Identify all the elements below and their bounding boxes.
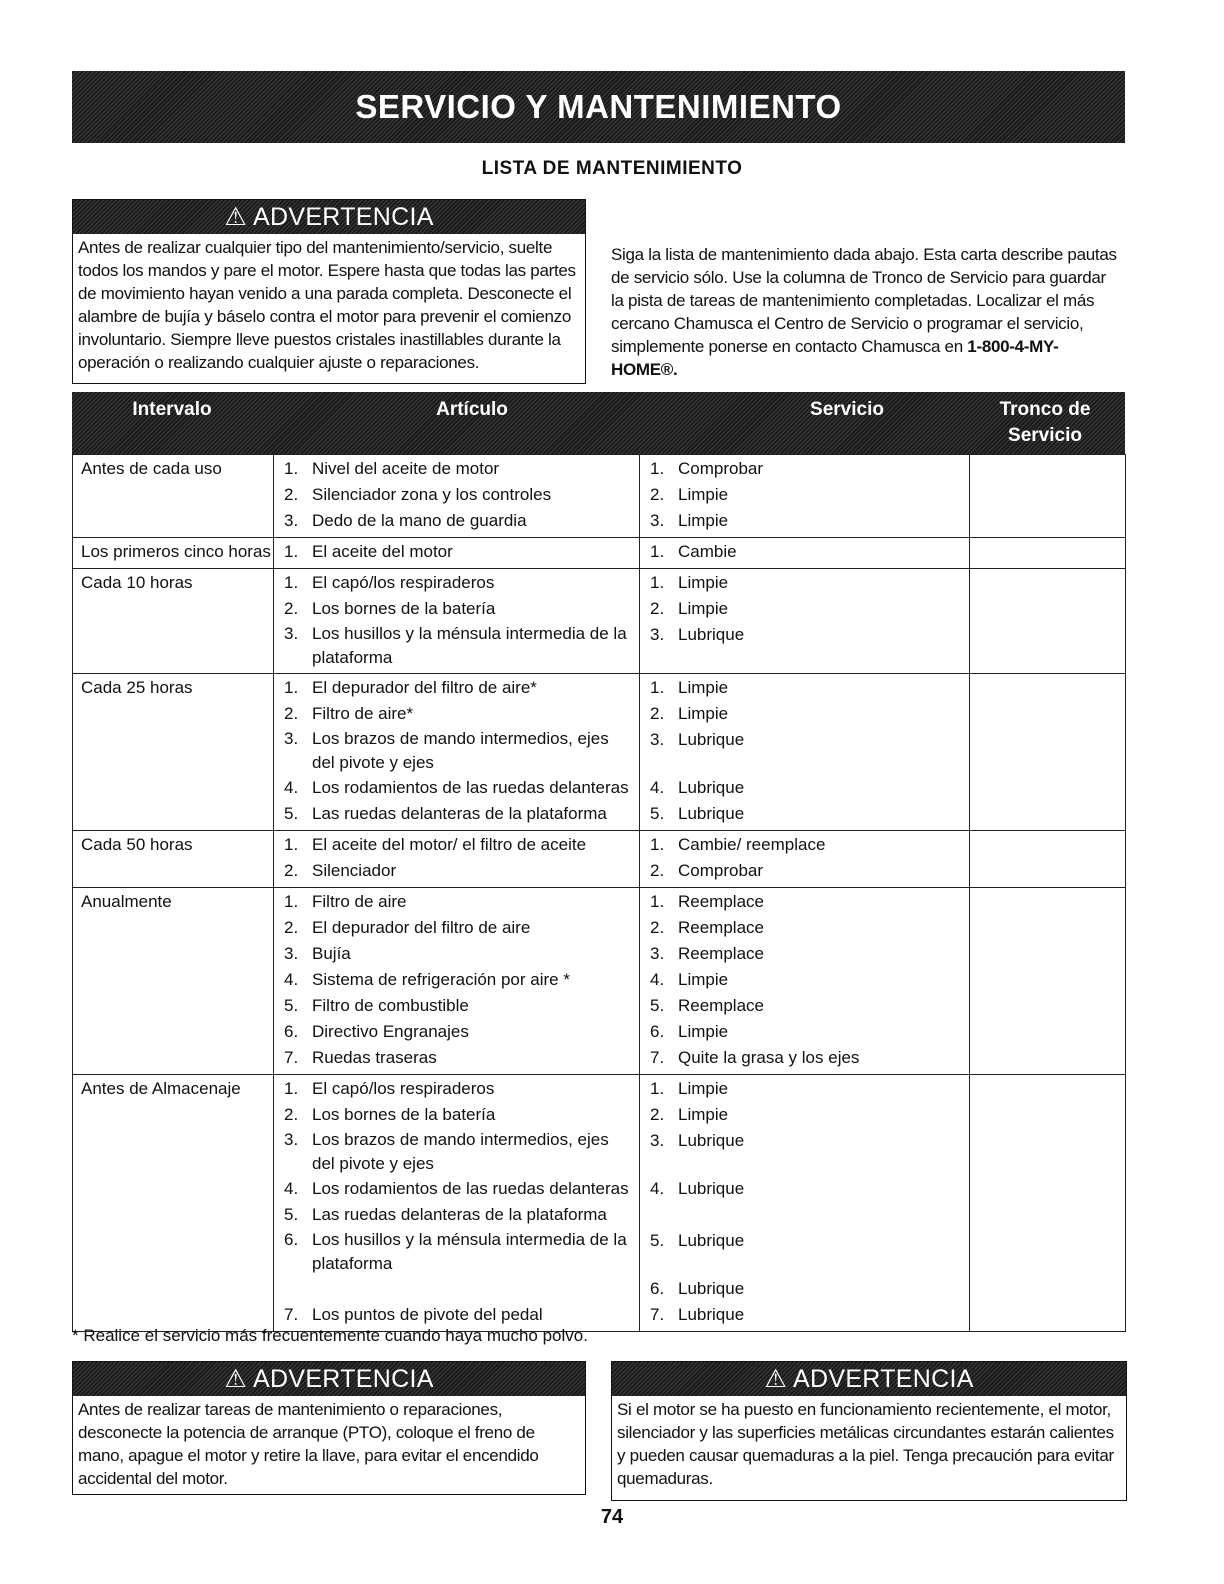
service-text: Limpie — [678, 970, 729, 989]
item-text: Los rodamientos de las ruedas delanteras — [312, 778, 629, 797]
item-line — [274, 1045, 639, 1071]
service-text: Lubrique — [678, 1305, 745, 1324]
service-number: 1. — [650, 678, 665, 697]
item-cell — [274, 1075, 640, 1332]
item-line — [274, 1128, 639, 1176]
service-text: Comprobar — [678, 861, 764, 880]
item-line — [274, 596, 639, 622]
service-number: 1. — [650, 892, 665, 911]
service-text: Lubrique — [678, 778, 745, 797]
service-number: 2. — [650, 861, 665, 880]
warning-text: Antes de realizar cualquier tipo del mantenimiento/servicio, suelte todos los mandos y pare el motor. Espere hasta que todas las partes de movimiento hayan venido a una parada completa. Desconecte el alambre de bujía y báselo contra el motor para prevenir el comienzo involuntario. Siempre lleve puestos cristales inastillables durante la operación o realizando cualquier ajuste o reparaciones. — [78, 238, 576, 372]
item-number: 1. — [284, 459, 299, 478]
service-line — [640, 1202, 969, 1228]
item-line — [274, 993, 639, 1019]
service-number: 3. — [650, 625, 665, 644]
banner-title: SERVICIO Y MANTENIMIENTO — [355, 88, 842, 125]
item-number: 3. — [284, 511, 299, 530]
item-number: 2. — [284, 704, 299, 723]
service-text: Lubrique — [678, 1231, 745, 1250]
service-number: 2. — [650, 1105, 665, 1124]
item-cell — [274, 538, 640, 569]
item-number: 7. — [284, 1048, 299, 1067]
item-number: 3. — [284, 729, 299, 748]
service-number: 5. — [650, 1231, 665, 1250]
log-cell[interactable] — [970, 674, 1126, 831]
service-number: 1. — [650, 573, 665, 592]
item-text: Dedo de la mano de guardia — [312, 511, 527, 530]
service-line — [640, 889, 969, 915]
service-line — [640, 482, 969, 508]
item-number: 6. — [284, 1022, 299, 1041]
item-text: Filtro de combustible — [312, 996, 469, 1015]
warning-text: Si el motor se ha puesto en funcionamiento recientemente, el motor, silenciador y las superficies metálicas circundantes estarán calientes y pueden causar quemaduras a la piel. Tenga precaución para evitar quemaduras. — [617, 1400, 1114, 1488]
log-cell[interactable] — [970, 1075, 1126, 1332]
item-text: Los rodamientos de las ruedas delanteras — [312, 1179, 629, 1198]
header-articulo: Artículo — [436, 399, 508, 420]
item-text: Sistema de refrigeración por aire * — [312, 970, 570, 989]
item-text: Filtro de aire* — [312, 704, 414, 723]
warning-header — [612, 1362, 1126, 1396]
service-number: 3. — [650, 511, 665, 530]
item-line — [274, 1202, 639, 1228]
header-intervalo: Intervalo — [132, 399, 212, 420]
item-line — [274, 941, 639, 967]
item-number: 1. — [284, 892, 299, 911]
interval-cell: Antes de Almacenaje — [73, 1075, 274, 1332]
warning-box-hot — [611, 1361, 1127, 1501]
item-number: 1. — [284, 678, 299, 697]
service-number: 4. — [650, 970, 665, 989]
interval-cell: Cada 10 horas — [73, 569, 274, 674]
warning-header — [73, 200, 585, 234]
item-text: Los husillos y la ménsula intermedia de la plataforma — [312, 624, 627, 667]
service-text: Cambie/ reemplace — [678, 835, 826, 854]
item-text: El capó/los respiraderos — [312, 1079, 495, 1098]
item-line — [274, 508, 639, 534]
log-cell[interactable] — [970, 455, 1126, 538]
table-row — [73, 455, 1126, 538]
page-banner — [72, 71, 1125, 143]
service-text: Lubrique — [678, 1279, 745, 1298]
item-number: 2. — [284, 599, 299, 618]
item-number: 5. — [284, 804, 299, 823]
service-line — [640, 941, 969, 967]
item-number: 5. — [284, 1205, 299, 1224]
service-text: Limpie — [678, 485, 729, 504]
intro-text: Siga la lista de mantenimiento dada abajo. Esta carta describe pautas de servicio sólo. Use la columna de Tronco de Servicio para guardar la pista de tareas de mantenimiento completadas. Localizar el más cercano Chamusca el Centro de Servicio o programar el servicio, simplemente ponerse en contacto Chamusca en — [611, 245, 1117, 356]
service-text: Quite la grasa y los ejes — [678, 1048, 860, 1067]
item-text: Ruedas traseras — [312, 1048, 437, 1067]
service-line — [640, 675, 969, 701]
service-number: 7. — [650, 1048, 665, 1067]
section-title: LISTA DE MANTENIMIENTO — [481, 158, 743, 179]
item-line — [274, 675, 639, 701]
service-text: Lubrique — [678, 804, 745, 823]
table-row — [73, 888, 1126, 1075]
item-number: 5. — [284, 996, 299, 1015]
service-text: Lubrique — [678, 1179, 745, 1198]
service-number: 6. — [650, 1279, 665, 1298]
item-line — [274, 570, 639, 596]
service-number: 1. — [650, 1079, 665, 1098]
warning-label: ADVERTENCIA — [793, 1365, 974, 1393]
interval-cell: Antes de cada uso — [73, 455, 274, 538]
service-line — [640, 993, 969, 1019]
service-number: 5. — [650, 996, 665, 1015]
service-line — [640, 801, 969, 827]
item-line — [274, 1019, 639, 1045]
service-number — [640, 1202, 678, 1228]
service-number: 2. — [650, 918, 665, 937]
item-line — [274, 622, 639, 670]
service-line — [640, 596, 969, 622]
interval-cell: Cada 25 horas — [73, 674, 274, 831]
item-line — [274, 801, 639, 827]
service-text: Limpie — [678, 599, 729, 618]
item-line — [274, 727, 639, 775]
item-number: 2. — [284, 918, 299, 937]
service-line — [640, 967, 969, 993]
service-line — [640, 1128, 969, 1176]
intro-paragraph — [611, 243, 1121, 381]
service-text: Lubrique — [678, 730, 745, 749]
item-number: 7. — [284, 1305, 299, 1324]
item-number: 4. — [284, 970, 299, 989]
service-number: 4. — [650, 1179, 665, 1198]
service-text: Limpie — [678, 704, 729, 723]
service-line — [640, 570, 969, 596]
table-row — [73, 674, 1126, 831]
item-number — [274, 1276, 312, 1302]
service-line — [640, 1045, 969, 1071]
item-text: El capó/los respiraderos — [312, 573, 495, 592]
service-line — [640, 701, 969, 727]
item-text: El aceite del motor/ el filtro de aceite — [312, 835, 587, 854]
service-text: Lubrique — [678, 1131, 745, 1150]
warning-triangle-icon: ⚠ — [224, 203, 248, 231]
warning-box-top — [72, 199, 586, 384]
table-row — [73, 538, 1126, 569]
service-line — [640, 1302, 969, 1328]
item-cell — [274, 674, 640, 831]
item-number: 1. — [284, 573, 299, 592]
service-number: 3. — [650, 944, 665, 963]
service-line — [640, 456, 969, 482]
item-line — [274, 1176, 639, 1202]
item-line — [274, 832, 639, 858]
item-number: 2. — [284, 861, 299, 880]
service-line — [640, 1228, 969, 1276]
service-text: Reemplace — [678, 996, 764, 1015]
item-number: 1. — [284, 1079, 299, 1098]
service-number: 4. — [650, 778, 665, 797]
header-servicio: Servicio — [810, 399, 884, 420]
warning-triangle-icon: ⚠ — [764, 1365, 788, 1393]
service-cell — [640, 674, 970, 831]
service-number: 3. — [650, 1131, 665, 1150]
item-text: Los brazos de mando intermedios, ejes del pivote y ejes — [312, 729, 609, 772]
item-number: 1. — [284, 542, 299, 561]
item-number: 3. — [284, 1130, 299, 1149]
interval-cell: Anualmente — [73, 888, 274, 1075]
service-number: 5. — [650, 804, 665, 823]
item-text: Silenciador — [312, 861, 397, 880]
item-text: Los bornes de la batería — [312, 599, 496, 618]
phone-number: 1-800-4-MY-HOME®. — [611, 337, 1059, 379]
item-number: 1. — [284, 835, 299, 854]
service-cell — [640, 569, 970, 674]
service-number: 2. — [650, 485, 665, 504]
service-line — [640, 1076, 969, 1102]
service-text: Reemplace — [678, 944, 764, 963]
item-number: 3. — [284, 944, 299, 963]
log-cell[interactable] — [970, 831, 1126, 888]
log-cell[interactable] — [970, 888, 1126, 1075]
header-tronco: Tronco de Servicio — [999, 399, 1091, 446]
item-number: 6. — [284, 1230, 299, 1249]
item-text: Los puntos de pivote del pedal — [312, 1305, 543, 1324]
service-text — [678, 1202, 969, 1228]
service-number: 2. — [650, 599, 665, 618]
item-text: Directivo Engranajes — [312, 1022, 469, 1041]
service-line — [640, 727, 969, 775]
footnote: * Realice el servicio más frecuentemente cuando haya mucho polvo. — [72, 1326, 588, 1345]
item-number: 2. — [284, 1105, 299, 1124]
service-line — [640, 508, 969, 534]
service-number: 6. — [650, 1022, 665, 1041]
service-cell — [640, 888, 970, 1075]
item-line — [274, 915, 639, 941]
item-text: Filtro de aire — [312, 892, 407, 911]
item-text: Bujía — [312, 944, 351, 963]
service-line — [640, 858, 969, 884]
interval-cell: Cada 50 horas — [73, 831, 274, 888]
service-line — [640, 1102, 969, 1128]
item-text: Nivel del aceite de motor — [312, 459, 500, 478]
service-number: 1. — [650, 459, 665, 478]
service-cell — [640, 1075, 970, 1332]
service-text: Limpie — [678, 678, 729, 697]
service-line — [640, 832, 969, 858]
item-text: Los brazos de mando intermedios, ejes del pivote y ejes — [312, 1130, 609, 1173]
service-number: 1. — [650, 542, 665, 561]
item-text: Las ruedas delanteras de la plataforma — [312, 804, 607, 823]
item-text: Silenciador zona y los controles — [312, 485, 552, 504]
service-text: Reemplace — [678, 918, 764, 937]
item-text: El depurador del filtro de aire — [312, 918, 531, 937]
item-text: Las ruedas delanteras de la plataforma — [312, 1205, 607, 1224]
table-row — [73, 831, 1126, 888]
service-line — [640, 1176, 969, 1202]
item-text: El depurador del filtro de aire* — [312, 678, 537, 697]
service-line — [640, 775, 969, 801]
item-number: 4. — [284, 778, 299, 797]
service-text: Limpie — [678, 1105, 729, 1124]
item-text: Los husillos y la ménsula intermedia de la plataforma — [312, 1230, 627, 1273]
log-cell[interactable] — [970, 538, 1126, 569]
page-number: 74 — [600, 1506, 624, 1528]
item-line — [274, 482, 639, 508]
service-line — [640, 622, 969, 670]
item-text — [312, 1276, 639, 1302]
item-cell — [274, 455, 640, 538]
service-text: Limpie — [678, 1079, 729, 1098]
table-row — [73, 1075, 1126, 1332]
item-number: 2. — [284, 485, 299, 504]
service-number: 3. — [650, 730, 665, 749]
table-header — [72, 392, 1125, 454]
item-line — [274, 456, 639, 482]
service-text: Reemplace — [678, 892, 764, 911]
service-line — [640, 1019, 969, 1045]
item-cell — [274, 888, 640, 1075]
service-number: 7. — [650, 1305, 665, 1324]
item-line — [274, 1076, 639, 1102]
item-line — [274, 539, 639, 565]
warning-box-pto — [72, 1361, 586, 1495]
service-text: Limpie — [678, 511, 729, 530]
warning-label: ADVERTENCIA — [253, 1365, 434, 1393]
item-line — [274, 1102, 639, 1128]
warning-label: ADVERTENCIA — [253, 203, 434, 231]
service-cell — [640, 538, 970, 569]
item-line — [274, 967, 639, 993]
item-text: Los bornes de la batería — [312, 1105, 496, 1124]
service-number: 1. — [650, 835, 665, 854]
service-text: Limpie — [678, 573, 729, 592]
item-line — [274, 701, 639, 727]
item-line — [274, 775, 639, 801]
service-number: 2. — [650, 704, 665, 723]
service-line — [640, 539, 969, 565]
item-number: 3. — [284, 624, 299, 643]
maintenance-table — [72, 454, 1126, 1332]
warning-text: Antes de realizar tareas de mantenimiento o reparaciones, desconecte la potencia de arranque (PTO), coloque el freno de mano, apague el motor y retire la llave, para evitar el encendido accidental del motor. — [78, 1400, 539, 1488]
warning-triangle-icon: ⚠ — [224, 1365, 248, 1393]
item-line — [274, 1228, 639, 1276]
item-line — [274, 889, 639, 915]
service-line — [640, 915, 969, 941]
service-cell — [640, 455, 970, 538]
item-line — [274, 1302, 639, 1328]
warning-header — [73, 1362, 585, 1396]
service-text: Limpie — [678, 1022, 729, 1041]
item-cell — [274, 569, 640, 674]
item-line — [274, 1276, 639, 1302]
service-line — [640, 1276, 969, 1302]
interval-cell: Los primeros cinco horas — [73, 538, 274, 569]
item-number: 4. — [284, 1179, 299, 1198]
item-text: El aceite del motor — [312, 542, 453, 561]
item-line — [274, 858, 639, 884]
service-text: Comprobar — [678, 459, 764, 478]
table-row — [73, 569, 1126, 674]
service-text: Lubrique — [678, 625, 745, 644]
service-text: Cambie — [678, 542, 737, 561]
item-cell — [274, 831, 640, 888]
service-cell — [640, 831, 970, 888]
log-cell[interactable] — [970, 569, 1126, 674]
